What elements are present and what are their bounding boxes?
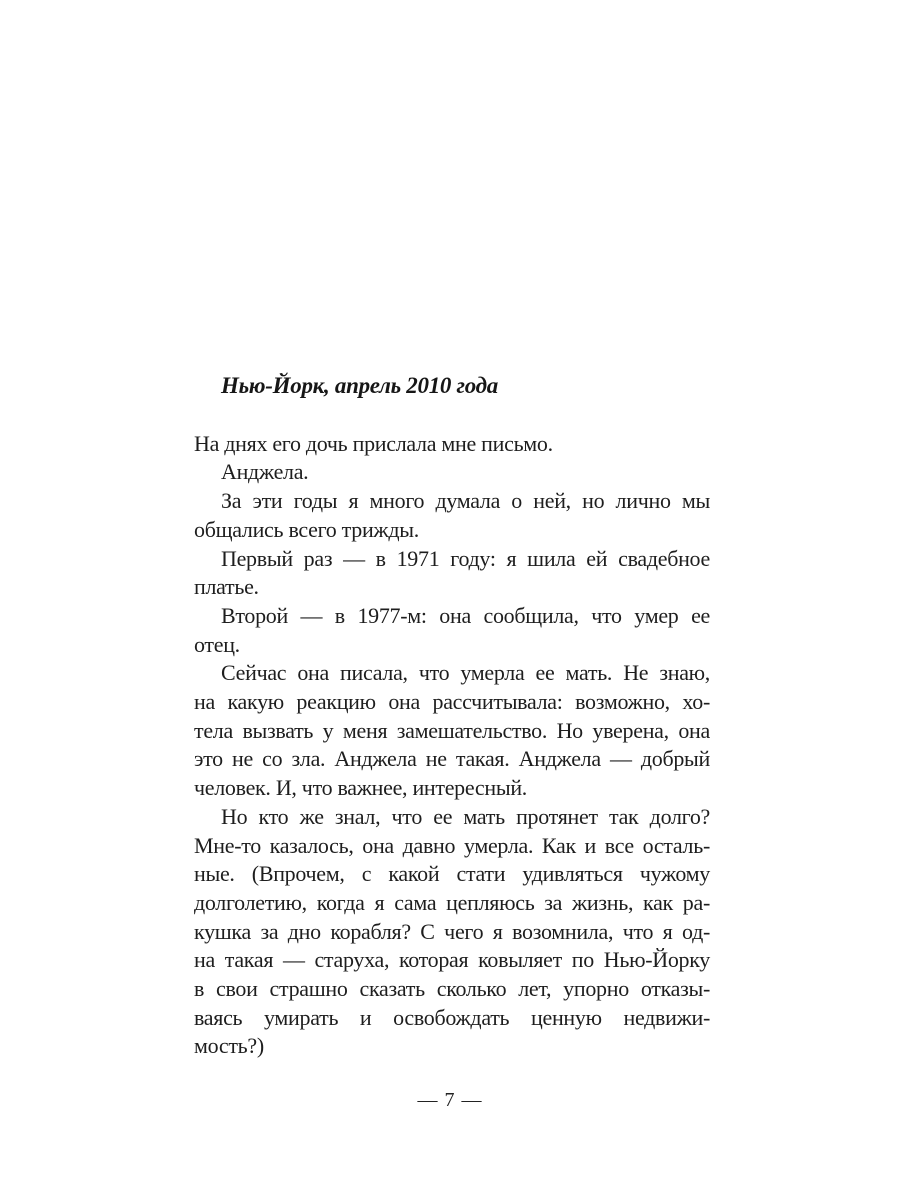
text-line: Первый раз — в 1971 году: я шила ей свадебное — [221, 545, 710, 571]
chapter-heading: Нью-Йорк, апрель 2010 года — [221, 373, 498, 398]
text-line: ные. (Впрочем, с какой стати удивляться чужому — [194, 861, 710, 887]
text-line: отец. — [194, 631, 240, 657]
body-paragraphs — [194, 430, 710, 1061]
paragraph — [194, 458, 710, 487]
text-line: ваясь умирать и освобождать ценную недвижи- — [194, 1004, 710, 1030]
text-line: на какую реакцию она рассчитывала: возможно, хо- — [194, 689, 710, 715]
text-line: тела вызвать у меня замешательство. Но уверена, она — [194, 717, 710, 743]
text-line: платье. — [194, 574, 259, 600]
text-line: Анджела. — [221, 459, 309, 485]
text-line: общались всего трижды. — [194, 516, 419, 542]
text-line: Второй — в 1977-м: она сообщила, что умер ее — [221, 602, 710, 628]
paragraph — [194, 430, 710, 459]
text-line: в свои страшно сказать сколько лет, упорно отказы- — [194, 976, 710, 1002]
text-line: Но кто же знал, что ее мать протянет так долго? — [221, 803, 710, 829]
text-line: кушка за дно корабля? С чего я возомнила, что я од- — [194, 918, 710, 944]
text-line: Мне-то казалось, она давно умерла. Как и все осталь- — [194, 832, 710, 858]
paragraph — [194, 659, 710, 803]
text-line: это не со зла. Анджела не такая. Анджела — добрый — [194, 746, 710, 772]
text-line: Сейчас она писала, что умерла ее мать. Не знаю, — [221, 660, 710, 686]
paragraph — [194, 803, 710, 1061]
text-line: долголетию, когда я сама цепляюсь за жизнь, как ра- — [194, 889, 710, 915]
page-number: — 7 — — [417, 1089, 483, 1111]
text-line: На днях его дочь прислала мне письмо. — [194, 430, 553, 456]
paragraph — [194, 602, 710, 659]
text-line: человек. И, что важнее, интересный. — [194, 775, 527, 801]
paragraph — [194, 487, 710, 544]
text-line: За эти годы я много думала о ней, но лично мы — [221, 488, 710, 514]
paragraph — [194, 545, 710, 602]
text-line: мость?) — [194, 1033, 264, 1059]
text-line: на такая — старуха, которая ковыляет по Нью-Йорку — [194, 947, 710, 973]
text-block — [194, 372, 710, 1061]
